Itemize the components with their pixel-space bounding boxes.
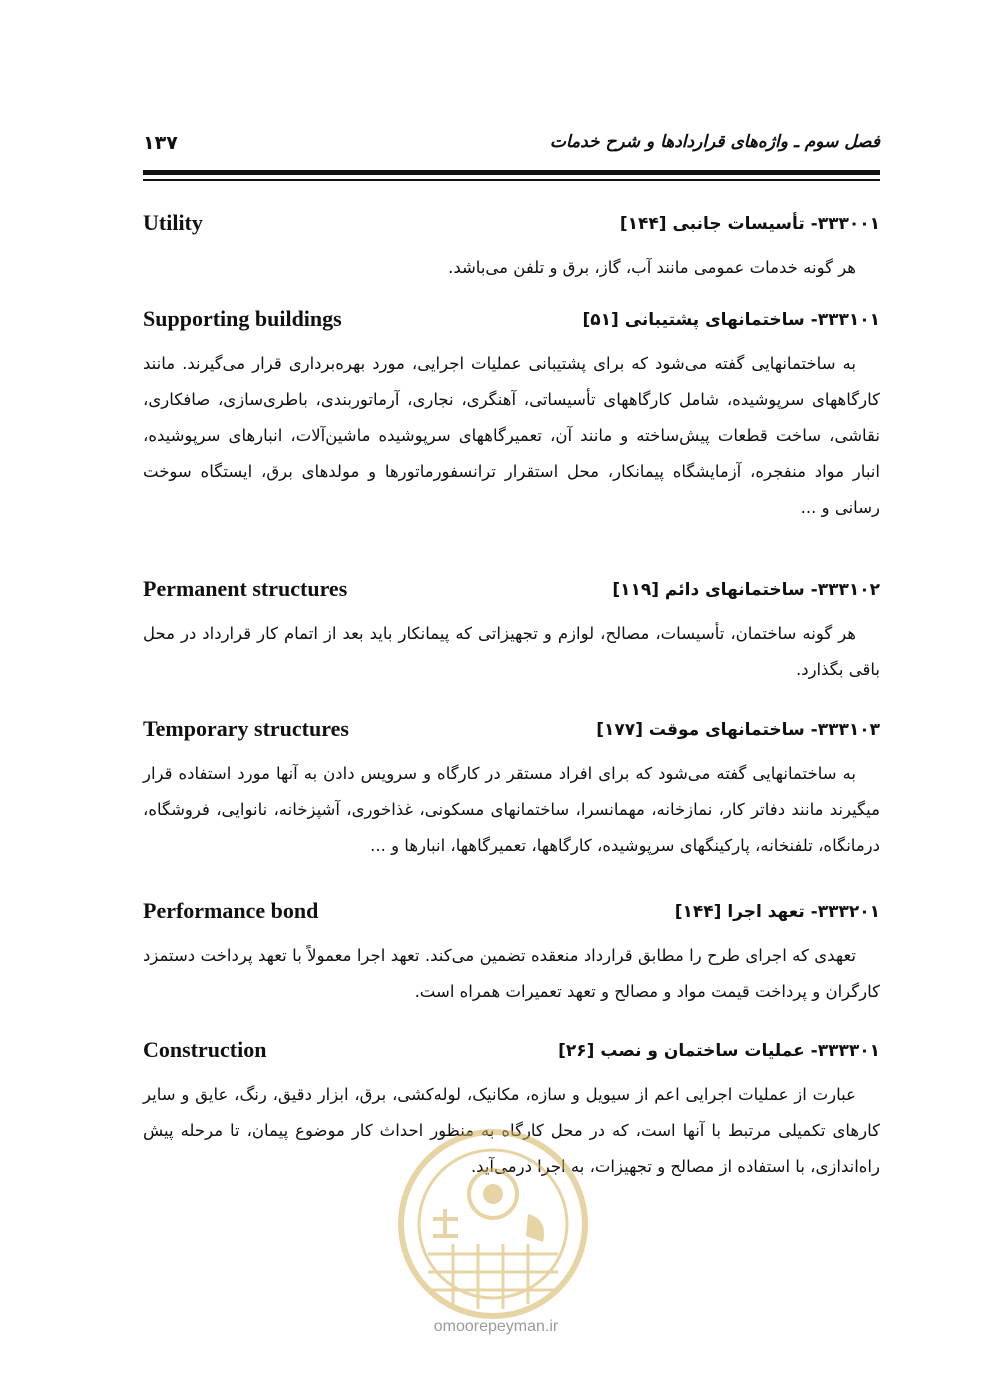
- entry-english-term: Construction: [143, 1037, 267, 1062]
- entry-definition: هر گونه خدمات عمومی مانند آب، گاز، برق و تلفن می‌باشد.: [448, 258, 856, 277]
- page-number: ۱۳۷: [143, 132, 178, 154]
- glossary-entry-permanent-structures: [143, 576, 880, 688]
- entry-english-term: Permanent structures: [143, 576, 348, 601]
- glossary-entry-temporary-structures: [143, 716, 880, 864]
- entry-english-term: Utility: [143, 210, 203, 235]
- glossary-entry-supporting-buildings: [143, 306, 880, 526]
- header-rule: [143, 170, 880, 184]
- entry-english-term: Performance bond: [143, 898, 319, 923]
- glossary-entry-utility: [143, 210, 880, 286]
- entry-definition: به ساختمانهایی گفته می‌شود که برای پشتیبانی عملیات اجرایی، مورد بهره‌برداری قرار می‌گیرند. مانند کارگاههای سرپوشیده، شامل کارگاههای تأسیساتی، آهنگری، نجاری، آرماتوربندی، باطری‌سازی، صافکاری، نقاشی، ساخت قطعات پیش‌ساخته و مانند آن، تعمیرگاههای سرپوشیده ماشین‌آلات، انبارهای سرپوشیده، انبار مواد منفجره، آزمایشگاه پیمانکار، محل استقرار ترانسفورماتورها و مولدهای برق، ایستگاه سوخت رسانی و ...: [143, 354, 880, 517]
- entry-english-term: Temporary structures: [143, 716, 349, 741]
- entry-term: ۳۳۳۲۰۱- تعهد اجرا [۱۴۴]: [674, 902, 880, 922]
- entry-english-term: Supporting buildings: [143, 306, 342, 331]
- entry-term: ۳۳۳۱۰۳- ساختمانهای موقت [۱۷۷]: [596, 720, 880, 740]
- chapter-title: فصل سوم ـ واژه‌های قراردادها و شرح خدمات: [549, 132, 880, 152]
- entry-term: ۳۳۳۱۰۲- ساختمانهای دائم [۱۱۹]: [612, 580, 880, 600]
- entry-term: ۳۳۳۱۰۱- ساختمانهای پشتیبانی [۵۱]: [582, 310, 880, 330]
- entry-definition: هر گونه ساختمان، تأسیسات، مصالح، لوازم و تجهیزاتی که پیمانکار باید بعد از اتمام کار قرارداد در محل باقی بگذارد.: [143, 624, 880, 679]
- entry-term: ۳۳۳۳۰۱- عملیات ساختمان و نصب [۲۶]: [558, 1041, 880, 1061]
- entry-definition: به ساختمانهایی گفته می‌شود که برای افراد مستقر در کارگاه و سرویس دادن به آنها مورد استفاده قرار میگیرند مانند دفاتر کار، نمازخانه، مهمانسرا، ساختمانهای مسکونی، غذاخوری، آشپزخانه، نانوایی، فروشگاه، درمانگاه، تلفنخانه، پارکینگهای سرپوشیده، کارگاهها، تعمیرگاهها، انبارها و ...: [143, 764, 880, 855]
- entry-term: ۳۳۳۰۰۱- تأسیسات جانبی [۱۴۴]: [619, 214, 880, 234]
- watermark-text: omoorepeyman.ir: [433, 1318, 559, 1335]
- entry-definition: عبارت از عملیات اجرایی اعم از سیویل و سازه، مکانیک، لوله‌کشی، برق، ابزار دقیق، رنگ، عایق و سایر کارهای تکمیلی مرتبط با آنها است، که در محل کارگاه به منظور احداث کار موضوع پیمان، تا مرحله پیش راه‌اندازی، با استفاده از مصالح و تجهیزات، به اجرا درمی‌آید.: [143, 1085, 880, 1176]
- glossary-entry-performance-bond: [143, 898, 880, 1010]
- entry-definition: تعهدی که اجرای طرح را مطابق قرارداد منعقده تضمین می‌کند. تعهد اجرا معمولاً با تعهد پرداخت دستمزد کارگران و پرداخت قیمت مواد و مصالح و تعهد تعمیرات همراه است.: [143, 946, 880, 1001]
- watermark-logo-icon: [388, 1124, 598, 1324]
- page-header: [143, 126, 880, 162]
